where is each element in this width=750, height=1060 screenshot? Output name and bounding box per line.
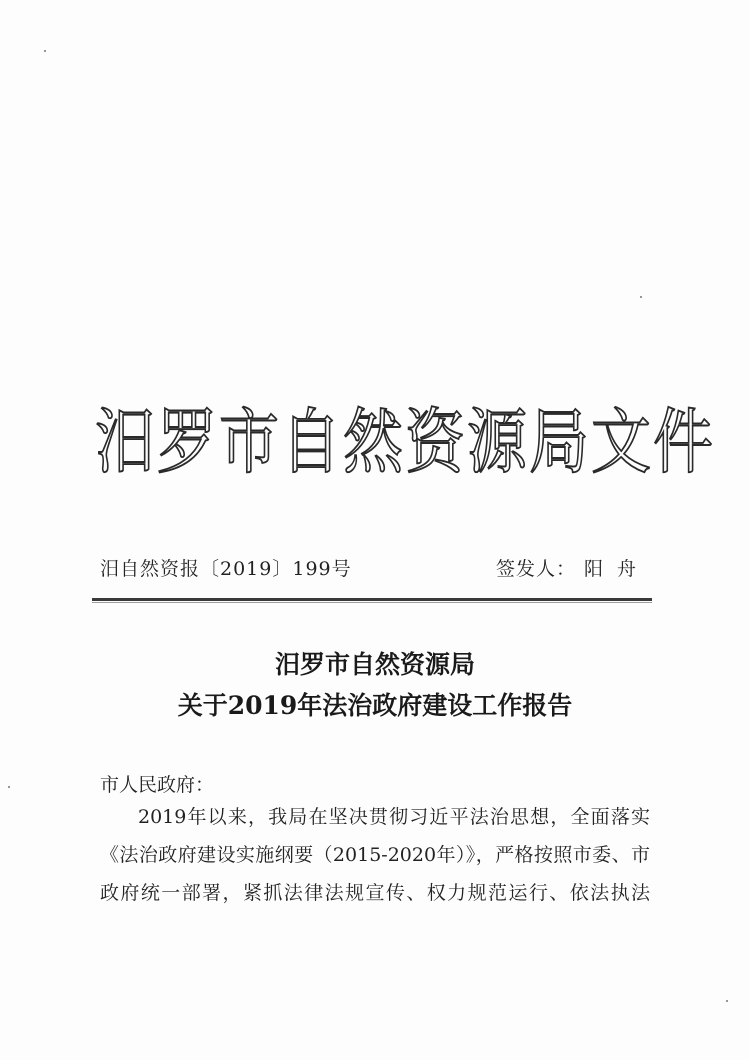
scan-speck [726, 1000, 728, 1002]
scan-speck [640, 296, 642, 298]
body-line: 2019年以来，我局在坚决贯彻习近平法治思想，全面落实 [138, 806, 650, 828]
salutation: 市人民政府： [100, 774, 215, 796]
document-number: 汨自然资报〔2019〕199号 [100, 558, 352, 580]
header-divider [92, 598, 652, 601]
document-subject-line-1: 汨罗市自然资源局 [274, 650, 475, 679]
signer-label: 签发人： [495, 558, 576, 580]
header-divider-shadow [92, 602, 652, 603]
body-line: 政府统一部署，紧抓法律法规宣传、权力规范运行、依法执法 [100, 882, 650, 904]
document-subject-line-2: 关于2019年法治政府建设工作报告 [177, 691, 573, 720]
signer-name: 阳舟 [583, 558, 650, 580]
body-line: 《法治政府建设实施纲要（2015-2020年）》，严格按照市委、市 [100, 844, 650, 866]
scan-speck [8, 786, 10, 788]
issuer-header: 汨罗市自然资源局文件 [95, 401, 715, 485]
scan-speck [44, 50, 46, 52]
signer-block [496, 556, 650, 582]
